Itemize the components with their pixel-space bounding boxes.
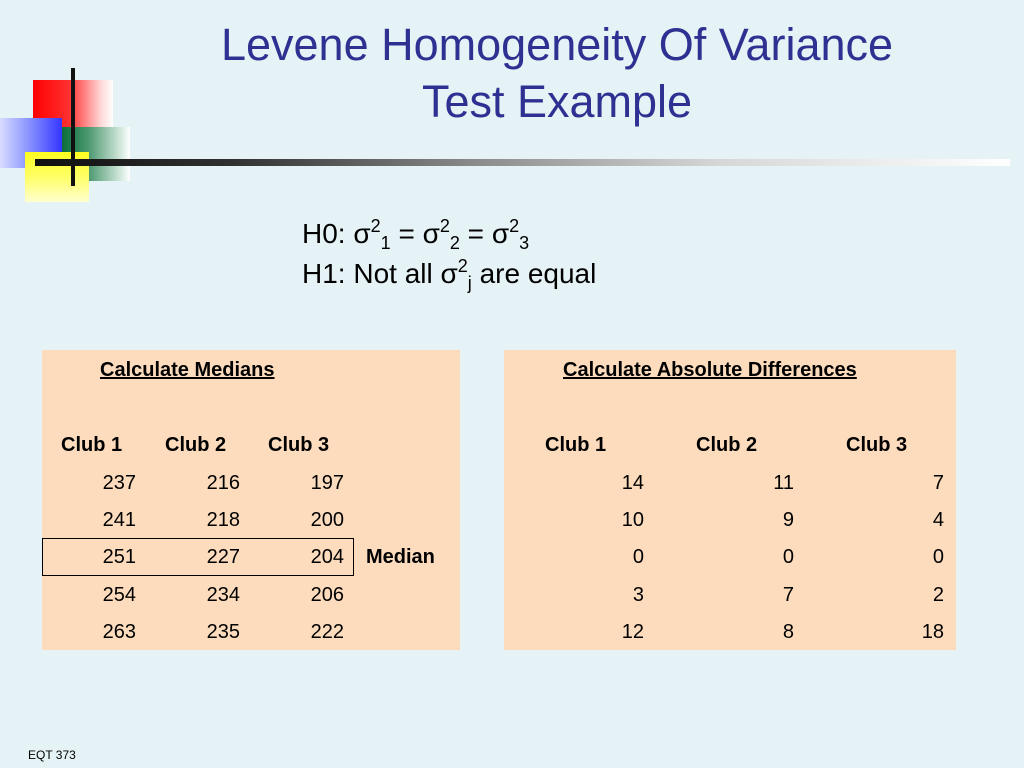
median-cell: 197 [310,472,344,494]
median-cell: 254 [102,584,136,606]
diff-cell: 2 [932,584,944,606]
median-cell: 218 [206,509,240,531]
diffs-header-club-1: Club 1 [545,434,607,456]
median-cell: 263 [102,621,136,643]
median-cell: 234 [206,584,240,606]
diff-cell: 3 [632,584,644,606]
diffs-header-club-3: Club 3 [846,434,908,456]
h1-line: H1: Not all $\sigma^2_j$ are equal [302,256,597,293]
differences-title: Calculate Absolute Differences [563,359,857,381]
diff-cell: 12 [621,621,644,643]
median-cell: 251 [102,546,136,568]
diff-cell: 11 [773,472,794,494]
hypotheses [302,214,596,294]
diff-cell: 14 [621,472,644,494]
slide-title [150,16,964,130]
diff-cell: 10 [621,509,644,531]
diffs-header-club-2: Club 2 [696,434,758,456]
title-line-2: Test Example [421,76,693,127]
medians-header-club-1: Club 1 [61,434,123,456]
vertical-rule-decoration [71,68,75,186]
diff-cell: 7 [782,584,794,606]
medians-header-club-3: Club 3 [268,434,330,456]
median-label: Median [366,546,435,568]
title-line-1: Levene Homogeneity Of Variance [220,19,894,70]
median-cell: 200 [310,509,344,531]
median-cell: 237 [102,472,136,494]
diff-cell: 0 [782,546,794,568]
median-cell: 227 [206,546,240,568]
medians-title: Calculate Medians [100,359,275,381]
diff-cell: 8 [782,621,794,643]
h0-line: H0: $\sigma^2_1 = \sigma^2_2 = \sigma^2_3$ [302,216,530,253]
median-cell: 216 [206,472,240,494]
diff-cell: 9 [782,509,794,531]
footer-course-code: EQT 373 [28,748,76,762]
diff-cell: 7 [932,472,944,494]
median-cell: 206 [310,584,344,606]
median-cell: 204 [310,546,344,568]
diff-cell: 4 [932,509,944,531]
median-cell: 222 [310,621,344,643]
median-cell: 235 [206,621,240,643]
median-cell: 241 [102,509,136,531]
diff-cell: 0 [932,546,944,568]
medians-header-club-2: Club 2 [165,434,227,456]
diff-cell: 0 [632,546,644,568]
horizontal-rule-decoration [35,159,1010,166]
diff-cell: 18 [921,621,944,643]
